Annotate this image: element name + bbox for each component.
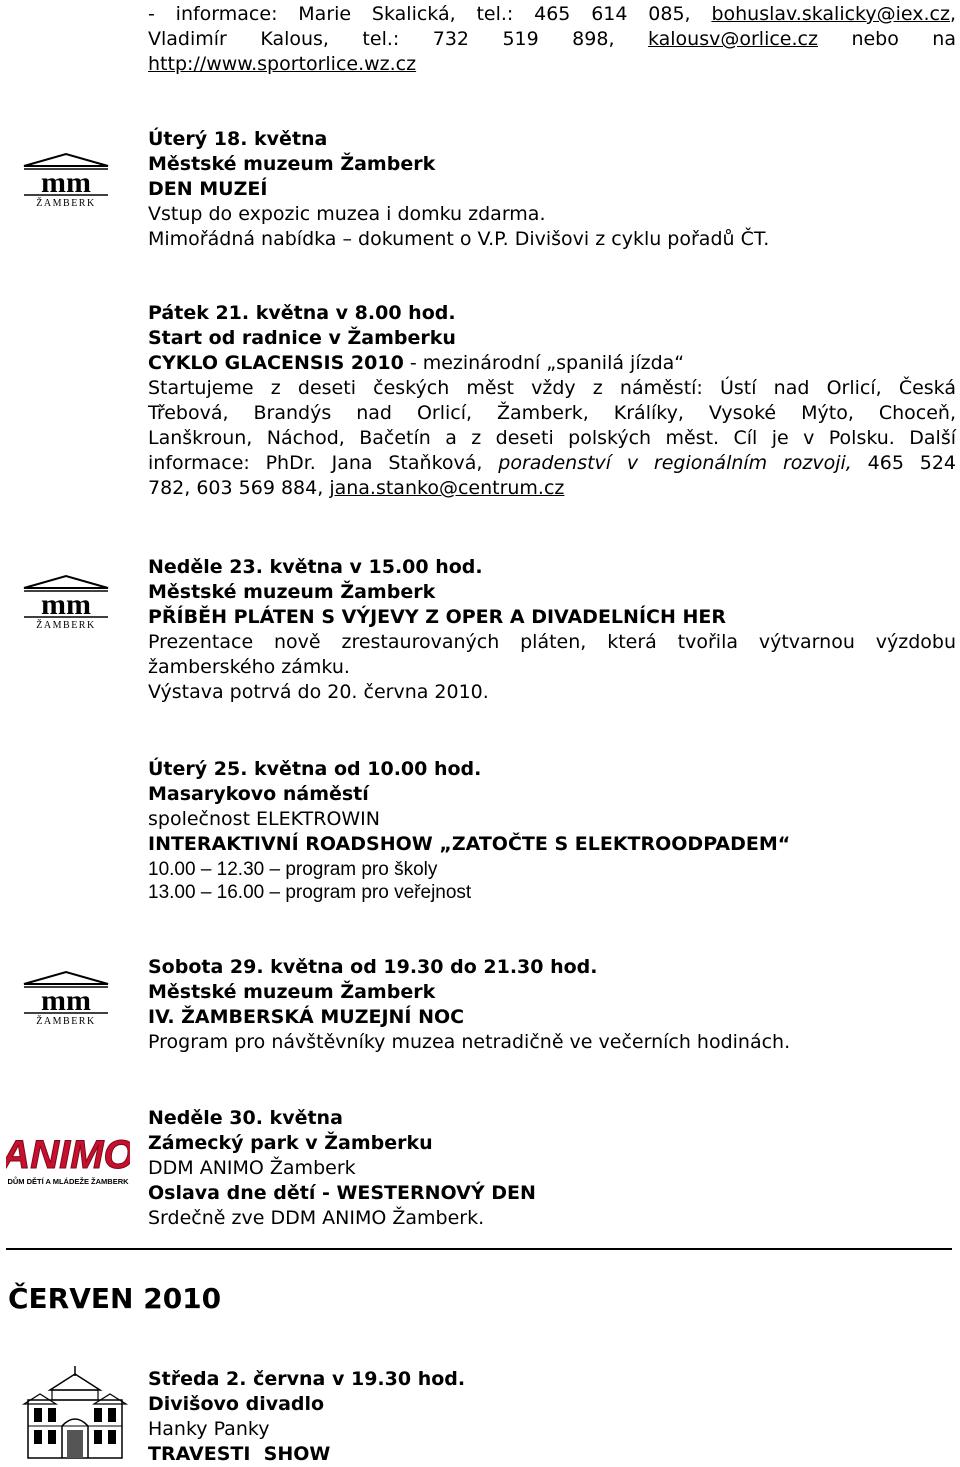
event-place: Masarykovo náměstí	[148, 783, 369, 805]
email-link[interactable]: bohuslav.skalicky@iex.cz	[711, 3, 950, 25]
muzeum-logo-icon	[10, 152, 122, 208]
info-line-1: - informace: Marie Skalická, tel.: 465 614 085, bohuslav.skalicky@iex.cz,	[148, 3, 957, 25]
animo-logo-sub: DŮM DĚTÍ A MLÁDEŽE ŽAMBERK	[7, 1177, 129, 1186]
event-text: Mimořádná nabídka – dokument o V.P. Divišovi z cyklu pořadů ČT.	[148, 228, 770, 250]
logo-sub-text: ŽAMBERK	[36, 620, 96, 630]
info-line-2: Vladimír Kalous, tel.: 732 519 898, kalousv@orlice.cz nebo na	[148, 28, 956, 50]
event-schedule: 10.00 – 12.30 – program pro školy	[148, 859, 438, 880]
event-place: Zámecký park v Žamberku	[148, 1132, 433, 1154]
month-heading: ČERVEN 2010	[8, 1282, 222, 1315]
section-divider	[6, 1248, 952, 1250]
event-date: Pátek 21. května v 8.00 hod.	[148, 302, 456, 324]
event-place: Městské muzeum Žamberk	[148, 153, 436, 175]
event-title: INTERAKTIVNÍ ROADSHOW „ZATOČTE S ELEKTROODPADEM“	[148, 833, 791, 855]
logo-sub-text: ŽAMBERK	[36, 198, 96, 208]
event-text: Srdečně zve DDM ANIMO Žamberk.	[148, 1207, 485, 1229]
event-place: Městské muzeum Žamberk	[148, 981, 436, 1003]
event-title: IV. ŽAMBERSKÁ MUZEJNÍ NOC	[148, 1006, 465, 1028]
muzeum-logo	[10, 152, 122, 208]
event-text: Prezentace nově zrestaurovaných pláten, která tvořila výtvarnou výzdobu	[148, 631, 956, 653]
theatre-logo	[20, 1364, 130, 1462]
event-text: Třebová, Brandýs nad Orlicí, Žamberk, Králíky, Vysoké Mýto, Choceň,	[148, 402, 956, 424]
event-place: Start od radnice v Žamberku	[148, 327, 456, 349]
event-date: Neděle 30. května	[148, 1107, 343, 1129]
event-place: Divišovo divadlo	[148, 1393, 325, 1415]
web-link[interactable]: http://www.sportorlice.wz.cz	[148, 53, 417, 75]
event-schedule: 13.00 – 16.00 – program pro veřejnost	[148, 882, 472, 903]
event-date: Úterý 18. května	[148, 128, 328, 150]
event-title: Oslava dne dětí - WESTERNOVÝ DEN	[148, 1182, 536, 1204]
animo-logo	[6, 1124, 130, 1188]
event-org: společnost ELEKTROWIN	[148, 808, 380, 830]
event-text: žamberského zámku.	[148, 656, 350, 678]
event-text: informace: PhDr. Jana Staňková, poradenství v regionálním rozvoji, 465 524	[148, 452, 957, 474]
logo-mm-text: mm	[41, 984, 91, 1017]
muzeum-logo-icon	[10, 574, 122, 630]
event-text: Program pro návštěvníky muzea netradičně ve večerních hodinách.	[148, 1031, 791, 1053]
email-link[interactable]: kalousv@orlice.cz	[647, 28, 818, 50]
event-date: Sobota 29. května od 19.30 do 21.30 hod.	[148, 956, 598, 978]
event-text: Startujeme z deseti českých měst vždy z náměstí: Ústí nad Orlicí, Česká	[148, 377, 956, 399]
event-title: TRAVESTI SHOW	[148, 1443, 331, 1465]
event-date: Středa 2. června v 19.30 hod.	[148, 1368, 466, 1390]
email-link[interactable]: jana.stanko@centrum.cz	[329, 477, 565, 499]
logo-mm-text: mm	[41, 166, 91, 199]
event-text: Lanškroun, Náchod, Bačetín a z deseti polských měst. Cíl je v Polsku. Další	[148, 427, 956, 449]
theatre-building-icon	[20, 1364, 130, 1462]
event-text: Vstup do expozic muzea i domku zdarma.	[148, 203, 546, 225]
event-title: PŘÍBĚH PLÁTEN S VÝJEVY Z OPER A DIVADELNÍCH HER	[148, 606, 726, 628]
event-place: Městské muzeum Žamberk	[148, 581, 436, 603]
event-text: 782, 603 569 884, jana.stanko@centrum.cz	[148, 477, 565, 499]
muzeum-logo-icon	[10, 970, 122, 1026]
animo-logo-text: ANIMO	[6, 1133, 130, 1177]
event-title: DEN MUZEÍ	[148, 178, 268, 200]
logo-sub-text: ŽAMBERK	[36, 1016, 96, 1026]
event-org: Hanky Panky	[148, 1418, 270, 1440]
event-date: Neděle 23. května v 15.00 hod.	[148, 556, 483, 578]
logo-mm-text: mm	[41, 588, 91, 621]
event-date: Úterý 25. května od 10.00 hod.	[148, 758, 482, 780]
muzeum-logo	[10, 574, 122, 630]
event-org: DDM ANIMO Žamberk	[148, 1157, 356, 1179]
animo-logo-icon	[6, 1124, 130, 1188]
muzeum-logo	[10, 970, 122, 1026]
event-title: CYKLO GLACENSIS 2010 - mezinárodní „spanilá jízda“	[148, 352, 685, 374]
event-text: Výstava potrvá do 20. června 2010.	[148, 681, 489, 703]
